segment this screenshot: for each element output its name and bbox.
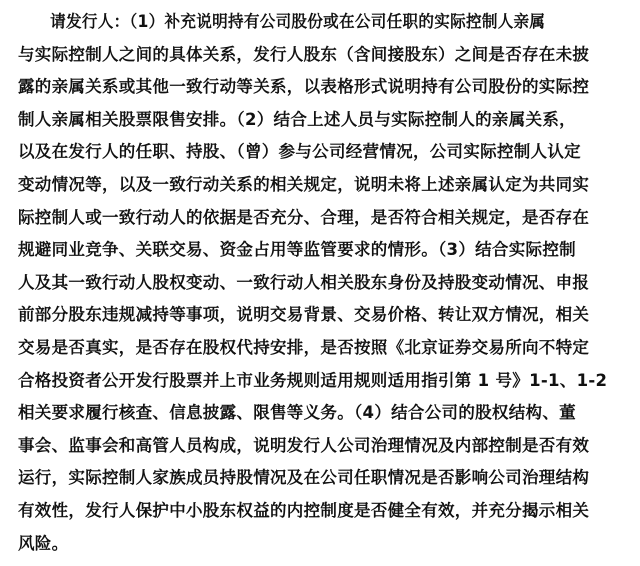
paragraph-line: 变动情况等，以及一致行动关系的相关规定，说明未将上述亲属认定为共同实 xyxy=(18,174,590,194)
paragraph-line: 人及其一致行动人股权变动、一致行动人相关股东身份及持股变动情况、申报 xyxy=(18,272,590,292)
paragraph-line: 规避同业竞争、关联交易、资金占用等监管要求的情形。（3）结合实际控制 xyxy=(18,240,576,260)
paragraph-line: 与实际控制人之间的具体关系，发行人股东（含间接股东）之间是否存在未披 xyxy=(18,44,590,64)
paragraph-line: 有效性，发行人保护中小股东权益的内控制度是否健全有效，并充分揭示相关 xyxy=(18,500,590,520)
paragraph-line: 风险。 xyxy=(18,533,69,553)
paragraph-line: 以及在发行人的任职、持股、（曾）参与公司经营情况，公司实际控制人认定 xyxy=(18,142,581,162)
paragraph-line: 事会、监事会和高管人员构成，说明发行人公司治理情况及内部控制是否有效 xyxy=(18,435,590,455)
paragraph-line: 前部分股东违规减持等事项，说明交易背景、交易价格、转让双方情况，相关 xyxy=(18,305,590,325)
paragraph-line: 交易是否真实，是否存在股权代持安排，是否按照《北京证券交易所向不特定 xyxy=(18,337,590,357)
paragraph-line: 制人亲属相关股票限售安排。（2）结合上述人员与实际控制人的亲属关系， xyxy=(18,109,576,129)
paragraph-line: 运行，实际控制人家族成员持股情况及在公司任职情况是否影响公司治理结构 xyxy=(18,468,590,488)
paragraph-line: 露的亲属关系或其他一致行动等关系，以表格形式说明持有公司股份的实际控 xyxy=(18,77,590,97)
paragraph-line: 际控制人或一致行动人的依据是否充分、合理，是否符合相关规定，是否存在 xyxy=(18,207,590,227)
paragraph-line: 合格投资者公开发行股票并上市业务规则适用规则适用指引第 1 号》1-1、1-2 xyxy=(18,370,608,390)
paragraph-line: 相关要求履行核查、信息披露、限售等义务。（4）结合公司的股权结构、董 xyxy=(18,403,576,423)
paragraph-line: 请发行人：（1）补充说明持有公司股份或在公司任职的实际控制人亲属 xyxy=(50,12,546,31)
